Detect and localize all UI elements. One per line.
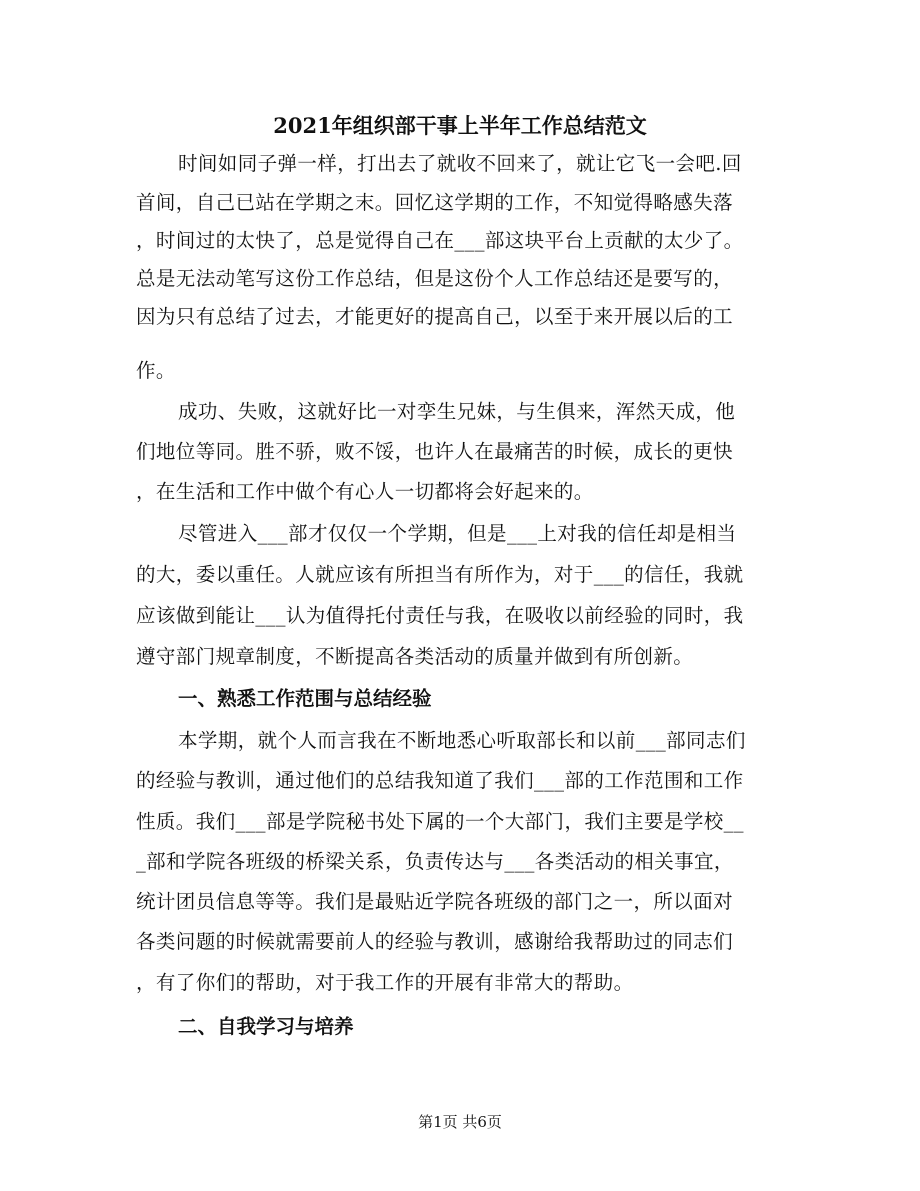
paragraph-line: ，时间过的太快了，总是觉得自己在___部这块平台上贡献的太少了。 bbox=[136, 229, 744, 252]
paragraph-line: ，有了你们的帮助，对于我工作的开展有非常大的帮助。 bbox=[136, 971, 634, 994]
paragraph-line: 本学期，就个人而言我在不断地悉心听取部长和以前___部同志们 bbox=[178, 729, 746, 752]
page-footer: 第1页 共6页 bbox=[418, 1113, 502, 1131]
paragraph-line: 各类问题的时候就需要前人的经验与教训，感谢给我帮助过的同志们 bbox=[136, 930, 734, 953]
paragraph-line: 的经验与教训，通过他们的总结我知道了我们___部的工作范围和工作 bbox=[136, 769, 744, 792]
paragraph-line: 因为只有总结了过去，才能更好的提高自己，以至于来开展以后的工 bbox=[136, 305, 734, 328]
paragraph-line: ，在生活和工作中做个有心人一切都将会好起来的。 bbox=[136, 480, 594, 503]
paragraph-line: 们地位等同。胜不骄，败不馁，也许人在最痛苦的时候，成长的更快 bbox=[136, 440, 734, 463]
paragraph-line: _部和学院各班级的桥梁关系，负责传达与___各类活动的相关事宜， bbox=[136, 850, 734, 873]
section-heading: 一、熟悉工作范围与总结经验 bbox=[178, 687, 432, 710]
paragraph-line: 时间如同子弹一样，打出去了就收不回来了，就让它飞一会吧.回 bbox=[178, 152, 742, 175]
paragraph-line: 作。 bbox=[136, 359, 176, 382]
paragraph-line: 的大，委以重任。人就应该有所担当有所作为，对于___的信任，我就 bbox=[136, 563, 744, 586]
paragraph-line: 总是无法动笔写这份工作总结，但是这份个人工作总结还是要写的， bbox=[136, 267, 734, 290]
paragraph-line: 统计团员信息等等。我们是最贴近学院各班级的部门之一，所以面对 bbox=[136, 890, 734, 913]
paragraph-line: 遵守部门规章制度，不断提高各类活动的质量并做到有所创新。 bbox=[136, 645, 694, 668]
paragraph-line: 首间，自己已站在学期之末。回忆这学期的工作，不知觉得略感失落 bbox=[136, 191, 734, 214]
document-title: 2021年组织部干事上半年工作总结范文 bbox=[273, 113, 647, 138]
paragraph-line: 性质。我们___部是学院秘书处下属的一个大部门，我们主要是学校__ bbox=[136, 810, 744, 833]
section-heading: 二、自我学习与培养 bbox=[178, 1015, 354, 1038]
paragraph-line: 尽管进入___部才仅仅一个学期，但是___上对我的信任却是相当 bbox=[178, 522, 737, 545]
paragraph-line: 应该做到能让___认为值得托付责任与我，在吸收以前经验的同时，我 bbox=[136, 604, 744, 627]
paragraph-line: 成功、失败，这就好比一对孪生兄妹，与生俱来，浑然天成，他 bbox=[178, 400, 736, 423]
